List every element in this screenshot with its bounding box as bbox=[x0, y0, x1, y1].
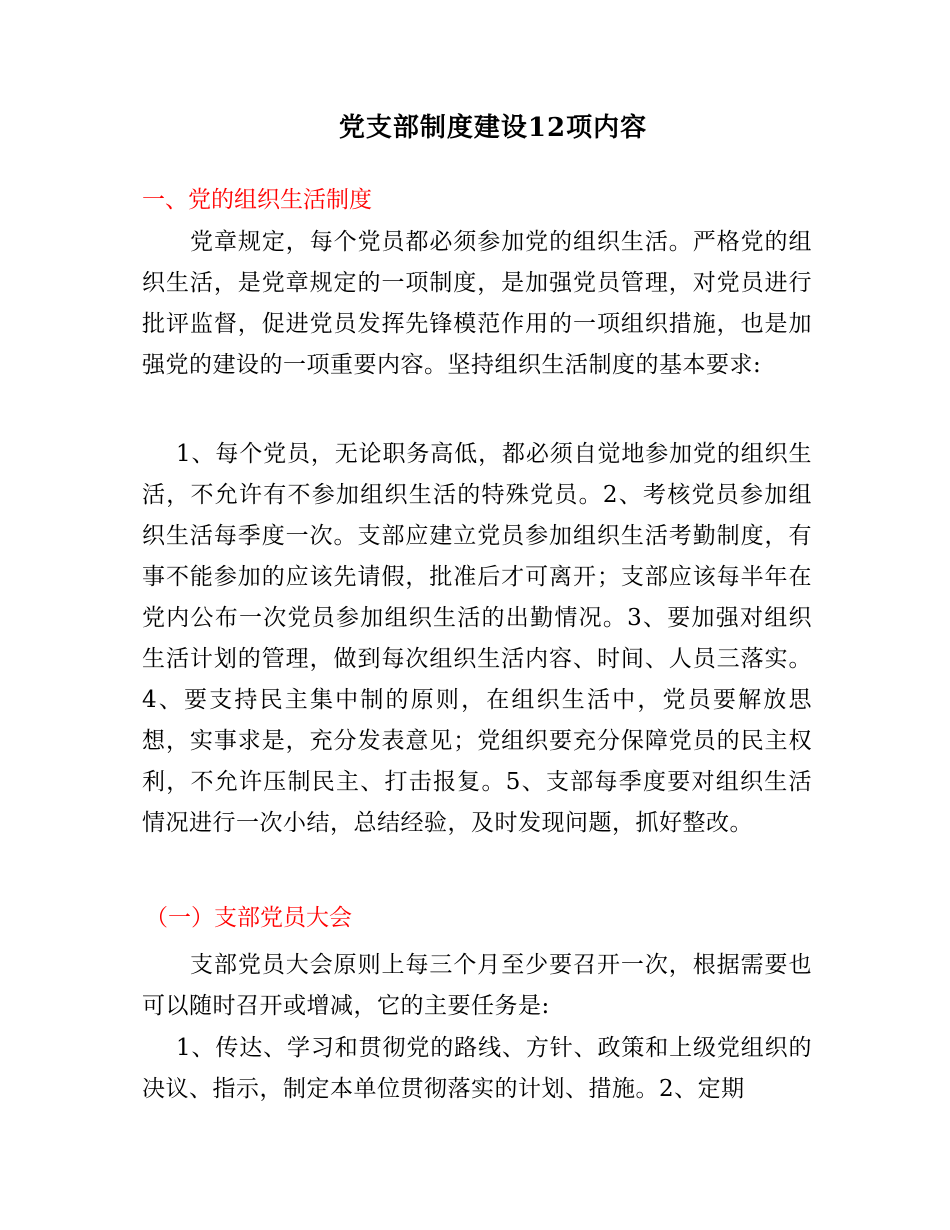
document-title: 党支部制度建设12项内容 bbox=[338, 113, 648, 143]
section-heading: 一、党的组织生活制度 bbox=[142, 187, 372, 213]
paragraph-4: 1、传达、学习和贯彻党的路线、方针、政策和上级党组织的决议、指示，制定本单位贯彻落实的计划、措施。2、定期 bbox=[142, 1035, 812, 1102]
paragraph-2: 1、每个党员，无论职务高低，都必须自觉地参加党的组织生活，不允许有不参加组织生活的特殊党员。2、考核党员参加组织生活每季度一次。支部应建立党员参加组织生活考勤制度，有事不能参加的应该先请假，批准后才可离开；支部应该每半年在党内公布一次党员参加组织生活的出勤情况。3、要加强对组织生活计划的管理，做到每次组织生活内容、时间、人员三落实。4、要支持民主集中制的原则，在组织生活中，党员要解放思想，实事求是，充分发表意见；党组织要充分保障党员的民主权利，不允许压制民主、打击报复。5、支部每季度要对组织生活情况进行一次小结，总结经验，及时发现问题，抓好整改。 bbox=[142, 441, 812, 836]
paragraph-3: 支部党员大会原则上每三个月至少要召开一次，根据需要也可以随时召开或增减，它的主要任务是: bbox=[142, 952, 812, 1019]
paragraph-1: 党章规定，每个党员都必须参加党的组织生活。严格党的组织生活，是党章规定的一项制度，是加强党员管理，对党员进行批评监督，促进党员发挥先锋模范作用的一项组织措施，也是加强党的建设的一项重要内容。坚持组织生活制度的基本要求: bbox=[142, 229, 812, 378]
subsection-heading: （一）支部党员大会 bbox=[145, 905, 352, 931]
